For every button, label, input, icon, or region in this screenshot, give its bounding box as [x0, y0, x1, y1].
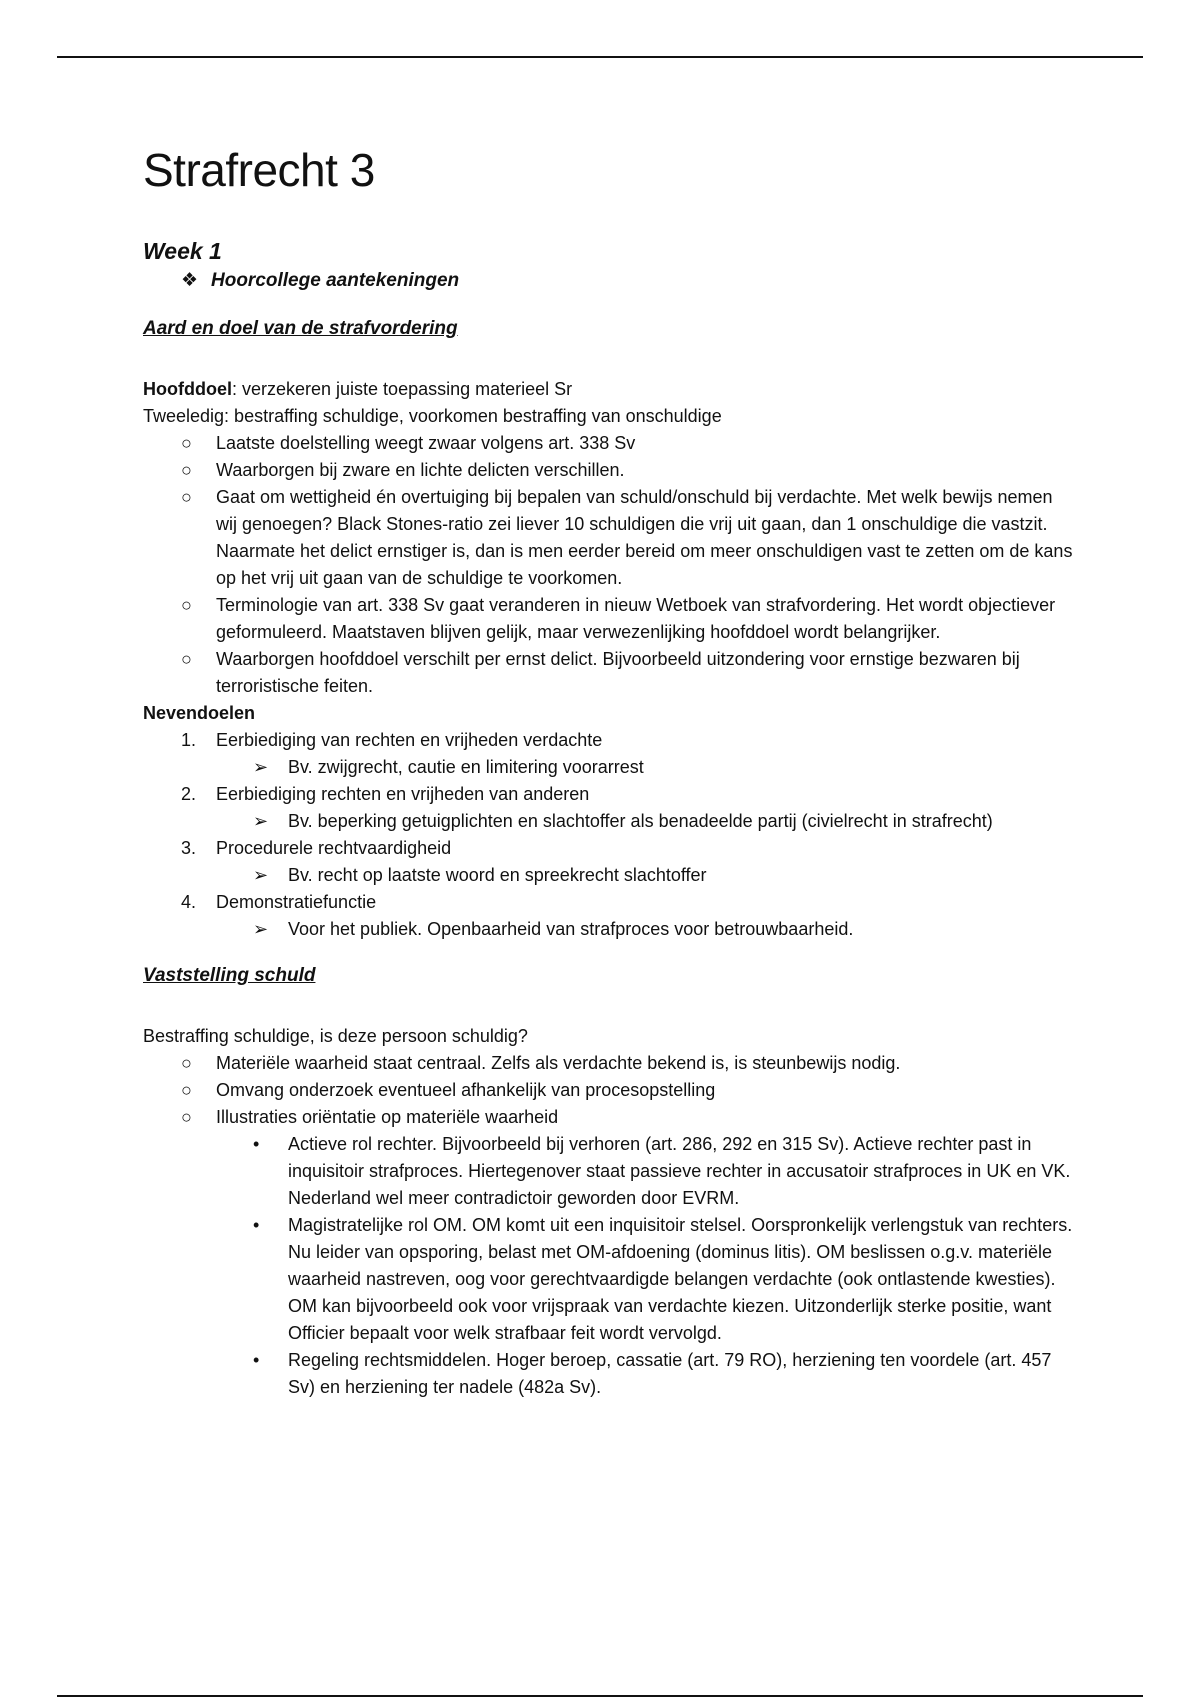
list-subitem [143, 1212, 1073, 1347]
list-item [143, 484, 1073, 592]
subheading [181, 266, 1073, 296]
list-item [143, 835, 1073, 862]
list-item-text: Terminologie van art. 338 Sv gaat veranderen in nieuw Wetboek van strafvordering. Het wordt objectiever geformuleerd. Maatstaven blijven gelijk, maar verwezenlijking hoofddoel wordt belangrijker. [216, 595, 1056, 642]
arrow-bullet-icon: ➢ [253, 757, 269, 777]
list-subitem-text: Voor het publiek. Openbaarheid van strafproces voor betrouwbaarheid. [288, 919, 854, 939]
tweeledig-line: Tweeledig: bestraffing schuldige, voorkomen bestraffing van onschuldige [143, 406, 722, 426]
hoofddoel-label: Hoofddoel [143, 379, 232, 399]
list-subitem-text: Actieve rol rechter. Bijvoorbeeld bij verhoren (art. 286, 292 en 315 Sv). Actieve rechter past in inquisitoir strafproces. Hiertegenover staat passieve rechter in accusatoir strafproces in UK en VK. Nederland wel meer contradictoir geworden door EVRM. [288, 1134, 1071, 1208]
disc-bullet-icon: • [253, 1215, 260, 1235]
list-subitem-text: Bv. zwijgrecht, cautie en limitering voorarrest [288, 757, 644, 777]
list-number: 3. [181, 838, 197, 858]
illustraties-list [143, 1131, 1073, 1401]
list-item [143, 781, 1073, 808]
circle-bullet-icon: ○ [181, 1080, 192, 1100]
circle-bullet-icon: ○ [181, 1053, 192, 1073]
diamond-bullet-icon: ❖ [181, 270, 199, 291]
list-subitem [143, 1131, 1073, 1212]
list-item-text: Waarborgen bij zware en lichte delicten verschillen. [216, 460, 625, 480]
circle-bullet-icon: ○ [181, 1107, 192, 1127]
list-item-text: Eerbiediging rechten en vrijheden van anderen [216, 784, 590, 804]
list-item-text: Demonstratiefunctie [216, 892, 377, 912]
section-heading-aard-en-doel: Aard en doel van de strafvordering [143, 318, 458, 339]
list-number: 4. [181, 892, 197, 912]
list-item-text: Procedurele rechtvaardigheid [216, 838, 452, 858]
list-item-text: Gaat om wettigheid én overtuiging bij bepalen van schuld/onschuld bij verdachte. Met welk bewijs nemen wij genoegen? Black Stones-ratio zei liever 10 schuldigen die vrij uit gaan, dan 1 onschuldige die vastzit. Naarmate het delict ernstiger is, dan is men eerder bereid om meer onschuldigen vast te zetten om de kans op het vrij uit gaan van de schuldige te voorkomen. [216, 487, 1073, 588]
list-item [143, 1077, 1073, 1104]
list-item [143, 646, 1073, 700]
circle-bullet-icon: ○ [181, 649, 192, 669]
circle-bullet-icon: ○ [181, 595, 192, 615]
section-heading-vaststelling-schuld: Vaststelling schuld [143, 965, 316, 986]
schuld-list [143, 1050, 1073, 1131]
list-item-text: Laatste doelstelling weegt zwaar volgens art. 338 Sv [216, 433, 636, 453]
list-item [143, 592, 1073, 646]
hoofddoel-line [143, 376, 1073, 403]
list-number: 1. [181, 730, 197, 750]
disc-bullet-icon: • [253, 1134, 260, 1154]
schuld-intro: Bestraffing schuldige, is deze persoon schuldig? [143, 1026, 528, 1046]
nevendoelen-label: Nevendoelen [143, 703, 256, 723]
list-item [143, 889, 1073, 916]
list-item-text: Illustraties oriëntatie op materiële waarheid [216, 1107, 559, 1127]
list-subitem [143, 862, 1073, 889]
nevendoelen-list [143, 727, 1073, 943]
document-title: Strafrecht 3 [143, 144, 375, 196]
list-item [143, 1050, 1073, 1077]
list-item-text: Omvang onderzoek eventueel afhankelijk van procesopstelling [216, 1080, 716, 1100]
footer-rule [57, 1695, 1143, 1697]
header-rule [57, 56, 1143, 58]
list-subitem [143, 754, 1073, 781]
circle-bullet-icon: ○ [181, 433, 192, 453]
list-item [143, 457, 1073, 484]
hoofddoel-list [143, 430, 1073, 700]
week-heading: Week 1 [143, 238, 222, 264]
list-item-text: Materiële waarheid staat centraal. Zelfs als verdachte bekend is, is steunbewijs nodig. [216, 1053, 901, 1073]
list-subitem-text: Regeling rechtsmiddelen. Hoger beroep, cassatie (art. 79 RO), herziening ten voordele (art. 457 Sv) en herziening ter nadele (482a Sv). [288, 1350, 1052, 1397]
circle-bullet-icon: ○ [181, 487, 192, 507]
circle-bullet-icon: ○ [181, 460, 192, 480]
list-item [143, 430, 1073, 457]
hoofddoel-text: : verzekeren juiste toepassing materieel Sr [231, 379, 573, 399]
arrow-bullet-icon: ➢ [253, 865, 269, 885]
list-subitem [143, 916, 1073, 943]
list-subitem-text: Bv. recht op laatste woord en spreekrecht slachtoffer [288, 865, 707, 885]
subheading-text: Hoorcollege aantekeningen [211, 270, 460, 291]
arrow-bullet-icon: ➢ [253, 919, 269, 939]
list-item-text: Waarborgen hoofddoel verschilt per ernst delict. Bijvoorbeeld uitzondering voor ernstige bezwaren bij terroristische feiten. [216, 649, 1020, 696]
list-item [143, 727, 1073, 754]
disc-bullet-icon: • [253, 1350, 260, 1370]
list-item-text: Eerbiediging van rechten en vrijheden verdachte [216, 730, 603, 750]
list-subitem-text: Magistratelijke rol OM. OM komt uit een inquisitoir stelsel. Oorspronkelijk verlengstuk van rechters. Nu leider van opsporing, belast met OM-afdoening (dominus litis). OM beslissen o.g.v. materiële waarheid nastreven, oog voor gerechtvaardigde belangen verdachte (ook ontlastende kwesties). OM kan bijvoorbeeld ook voor vrijspraak van verdachte kiezen. Uitzonderlijk sterke positie, want Officier bepaalt voor welk strafbaar feit wordt vervolgd. [288, 1215, 1073, 1343]
list-subitem [143, 1347, 1073, 1401]
list-number: 2. [181, 784, 197, 804]
list-subitem-text: Bv. beperking getuigplichten en slachtoffer als benadeelde partij (civielrecht in strafrecht) [288, 811, 993, 831]
arrow-bullet-icon: ➢ [253, 811, 269, 831]
list-item [143, 1104, 1073, 1131]
document-body [143, 140, 1073, 1401]
list-subitem [143, 808, 1073, 835]
